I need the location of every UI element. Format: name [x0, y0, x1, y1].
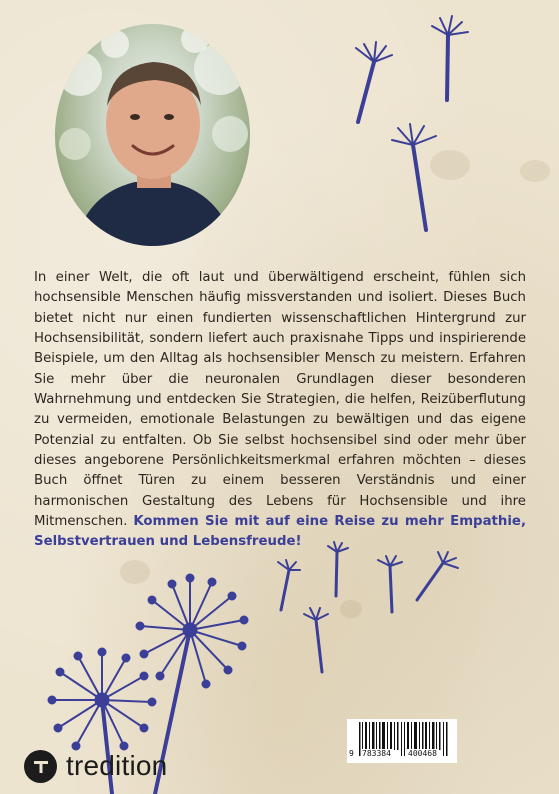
floating-seed-icon	[304, 608, 328, 672]
floating-seed-icon	[392, 124, 436, 230]
floating-seed-icon	[278, 560, 300, 610]
tredition-t-glyph	[31, 756, 51, 776]
floating-seed-icon	[432, 16, 468, 100]
isbn-prefix: 9	[349, 749, 354, 758]
blurb-body: In einer Welt, die oft laut und überwältigend erscheint, fühlen sich hochsensible Menschen häufig missverstanden und isoliert. Dieses Buch bietet nicht nur einen fundierten wissenschaftlichen Hintergrund zur Hochsensibilität, sondern liefert auch praxisnahe Tipps und inspirierende Beispiele, um den Alltag als hochsensibler Mensch zu meistern. Erfahren Sie mehr über die neuronalen Grundlagen dieser besonderen Wahrnehmung und entdecken Sie Strategien, die helfen, Reizüberflutung zu vermeiden, emotionale Belastungen zu bewältigen und das eigene Potenzial zu entfalten. Ob Sie selbst hochsensibel sind oder mehr über dieses angeborene Persönlichkeitsmerkmal erfahren möchten – dieses Buch öffnet Türen zu einem besseren Verständnis und einer harmonischen Gestaltung des Lebens für Hochsensible und ihre Mitmenschen.	[34, 270, 526, 530]
floating-seed-icon	[356, 42, 392, 122]
blurb-text	[34, 268, 526, 553]
publisher-name: tredition	[66, 750, 168, 781]
floating-seed-icon	[378, 556, 402, 612]
isbn-left-digits: 783384	[362, 749, 391, 758]
isbn-right-digits: 400468	[408, 749, 437, 758]
publisher-logo	[24, 748, 167, 784]
tredition-logo-icon	[24, 750, 57, 783]
barcode-icon	[347, 719, 457, 763]
floating-seed-icon	[417, 552, 458, 600]
blurb-highlight: Kommen Sie mit auf eine Reise zu mehr Empathie, Selbstvertrauen und Lebensfreude!	[34, 514, 526, 550]
